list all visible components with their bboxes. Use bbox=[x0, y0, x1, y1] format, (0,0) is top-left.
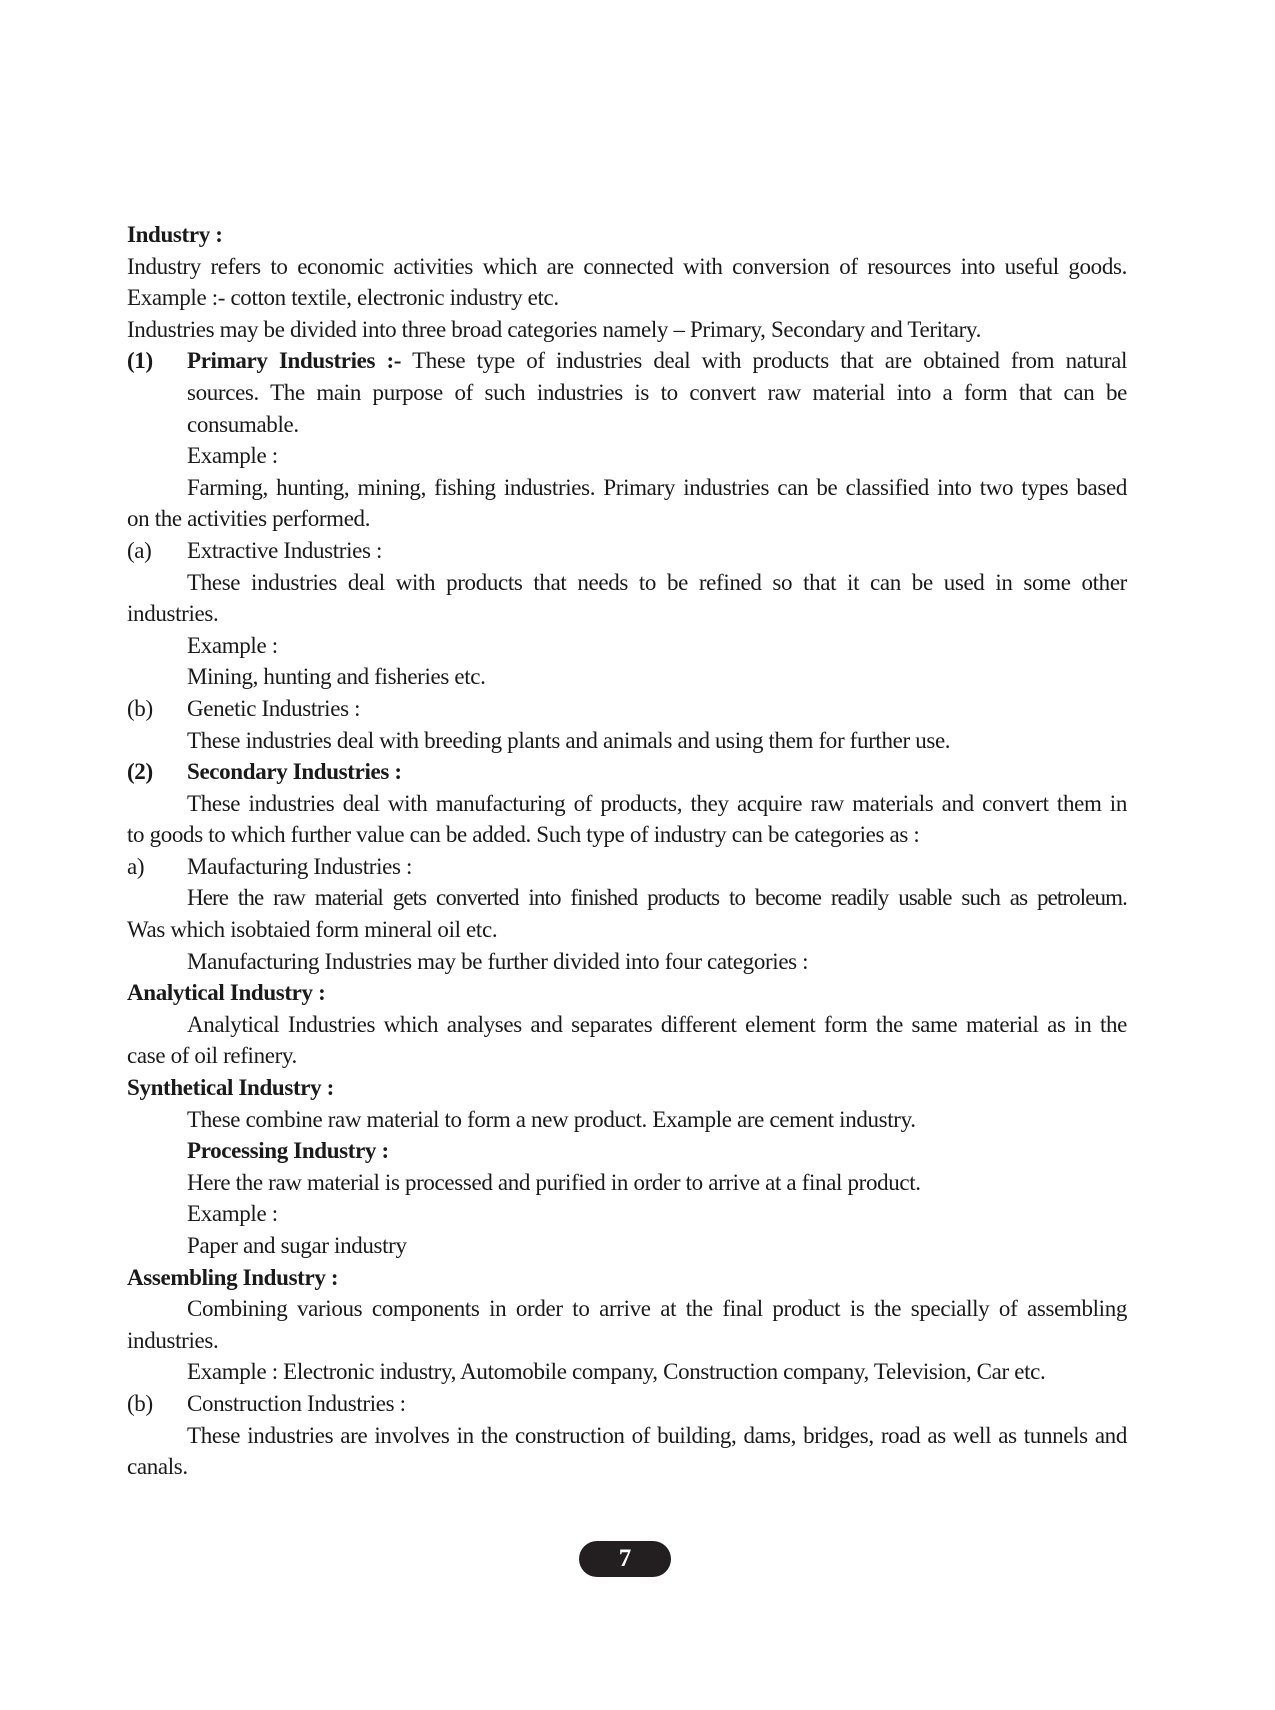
assembling-heading: Assembling Industry : bbox=[127, 1264, 339, 1290]
genetic-title: Genetic Industries : bbox=[187, 695, 361, 721]
extractive-text-line-2: industries. bbox=[127, 601, 219, 627]
secondary-text-line-2: to goods to which further value can be added. Such type of industry can be categories as : bbox=[127, 822, 920, 848]
extractive-title: Extractive Industries : bbox=[187, 537, 383, 563]
manufacturing-title: Maufacturing Industries : bbox=[187, 853, 413, 879]
secondary-text-line-1: These industries deal with manufacturing of products, they acquire raw materials and convert them in bbox=[187, 790, 1127, 816]
primary-text-line-2: sources. The main purpose of such industries is to convert raw material into a form that can be bbox=[187, 379, 1127, 405]
analytical-text-line-1: Analytical Industries which analyses and separates different element form the same material as in the bbox=[187, 1011, 1127, 1037]
synthetical-text: These combine raw material to form a new product. Example are cement industry. bbox=[187, 1106, 916, 1132]
primary-first-line bbox=[187, 345, 1127, 377]
item-letter: a) bbox=[127, 853, 145, 879]
manufacturing-text-line-2: Was which isobtaied form mineral oil etc. bbox=[127, 917, 498, 943]
intro-categories: Industries may be divided into three broad categories namely – Primary, Secondary and Teritary. bbox=[127, 316, 981, 342]
secondary-heading bbox=[127, 756, 1127, 788]
construction-text-line-2: canals. bbox=[127, 1454, 188, 1480]
item-letter: (b) bbox=[127, 1390, 153, 1416]
primary-example-line-1: Farming, hunting, mining, fishing industries. Primary industries can be classified into two types based bbox=[187, 474, 1127, 500]
primary-title: Primary Industries :- bbox=[187, 348, 402, 374]
section-heading: Industry : bbox=[127, 222, 223, 247]
intro-example: Example :- cotton textile, electronic industry etc. bbox=[127, 285, 559, 311]
extractive-example-label: Example : bbox=[187, 632, 278, 658]
intro-paragraph: Industry refers to economic activities which are connected with conversion of resources into useful goods. bbox=[127, 253, 1127, 279]
primary-example-label: Example : bbox=[187, 443, 278, 469]
synthetical-heading: Synthetical Industry : bbox=[127, 1075, 334, 1101]
processing-heading: Processing Industry : bbox=[187, 1138, 389, 1164]
construction-heading bbox=[127, 1388, 1127, 1420]
item-number: (1) bbox=[127, 348, 153, 374]
extractive-heading bbox=[127, 535, 1127, 567]
manufacturing-text-line-3: Manufacturing Industries may be further divided into four categories : bbox=[187, 948, 809, 974]
processing-example: Paper and sugar industry bbox=[187, 1233, 407, 1258]
primary-text-line-3: consumable. bbox=[187, 411, 299, 437]
primary-industries-item bbox=[127, 345, 1127, 471]
genetic-text: These industries deal with breeding plants and animals and using them for further use. bbox=[187, 727, 951, 753]
extractive-text-line-1: These industries deal with products that needs to be refined so that it can be used in some other bbox=[187, 569, 1127, 595]
item-number: (2) bbox=[127, 759, 153, 785]
construction-title: Construction Industries : bbox=[187, 1390, 406, 1416]
construction-text-line-1: These industries are involves in the construction of building, dams, bridges, road as well as tunnels and bbox=[187, 1422, 1127, 1448]
processing-example-label: Example : bbox=[187, 1201, 278, 1227]
document-body bbox=[127, 219, 1127, 1483]
item-letter: (a) bbox=[127, 537, 152, 563]
processing-text: Here the raw material is processed and purified in order to arrive at a final product. bbox=[187, 1169, 921, 1195]
manufacturing-heading bbox=[127, 851, 1127, 883]
page-number-badge: 7 bbox=[579, 1541, 671, 1577]
genetic-heading bbox=[127, 693, 1127, 725]
primary-example-line-2: on the activities performed. bbox=[127, 506, 371, 532]
extractive-example: Mining, hunting and fisheries etc. bbox=[187, 664, 486, 690]
assembling-example: Example : Electronic industry, Automobile company, Construction company, Television, Car etc. bbox=[187, 1359, 1046, 1385]
analytical-text-line-2: case of oil refinery. bbox=[127, 1043, 297, 1069]
secondary-title: Secondary Industries : bbox=[187, 759, 402, 785]
assembling-text-line-1: Combining various components in order to arrive at the final product is the specially of assembling bbox=[187, 1296, 1127, 1322]
manufacturing-text-line-1: Here the raw material gets converted into finished products to become readily usable such as petroleum. bbox=[187, 885, 1127, 911]
item-letter: (b) bbox=[127, 695, 153, 721]
assembling-text-line-2: industries. bbox=[127, 1327, 219, 1353]
primary-text-line-1: These type of industries deal with products that are obtained from natural bbox=[412, 348, 1127, 374]
analytical-heading: Analytical Industry : bbox=[127, 980, 326, 1006]
